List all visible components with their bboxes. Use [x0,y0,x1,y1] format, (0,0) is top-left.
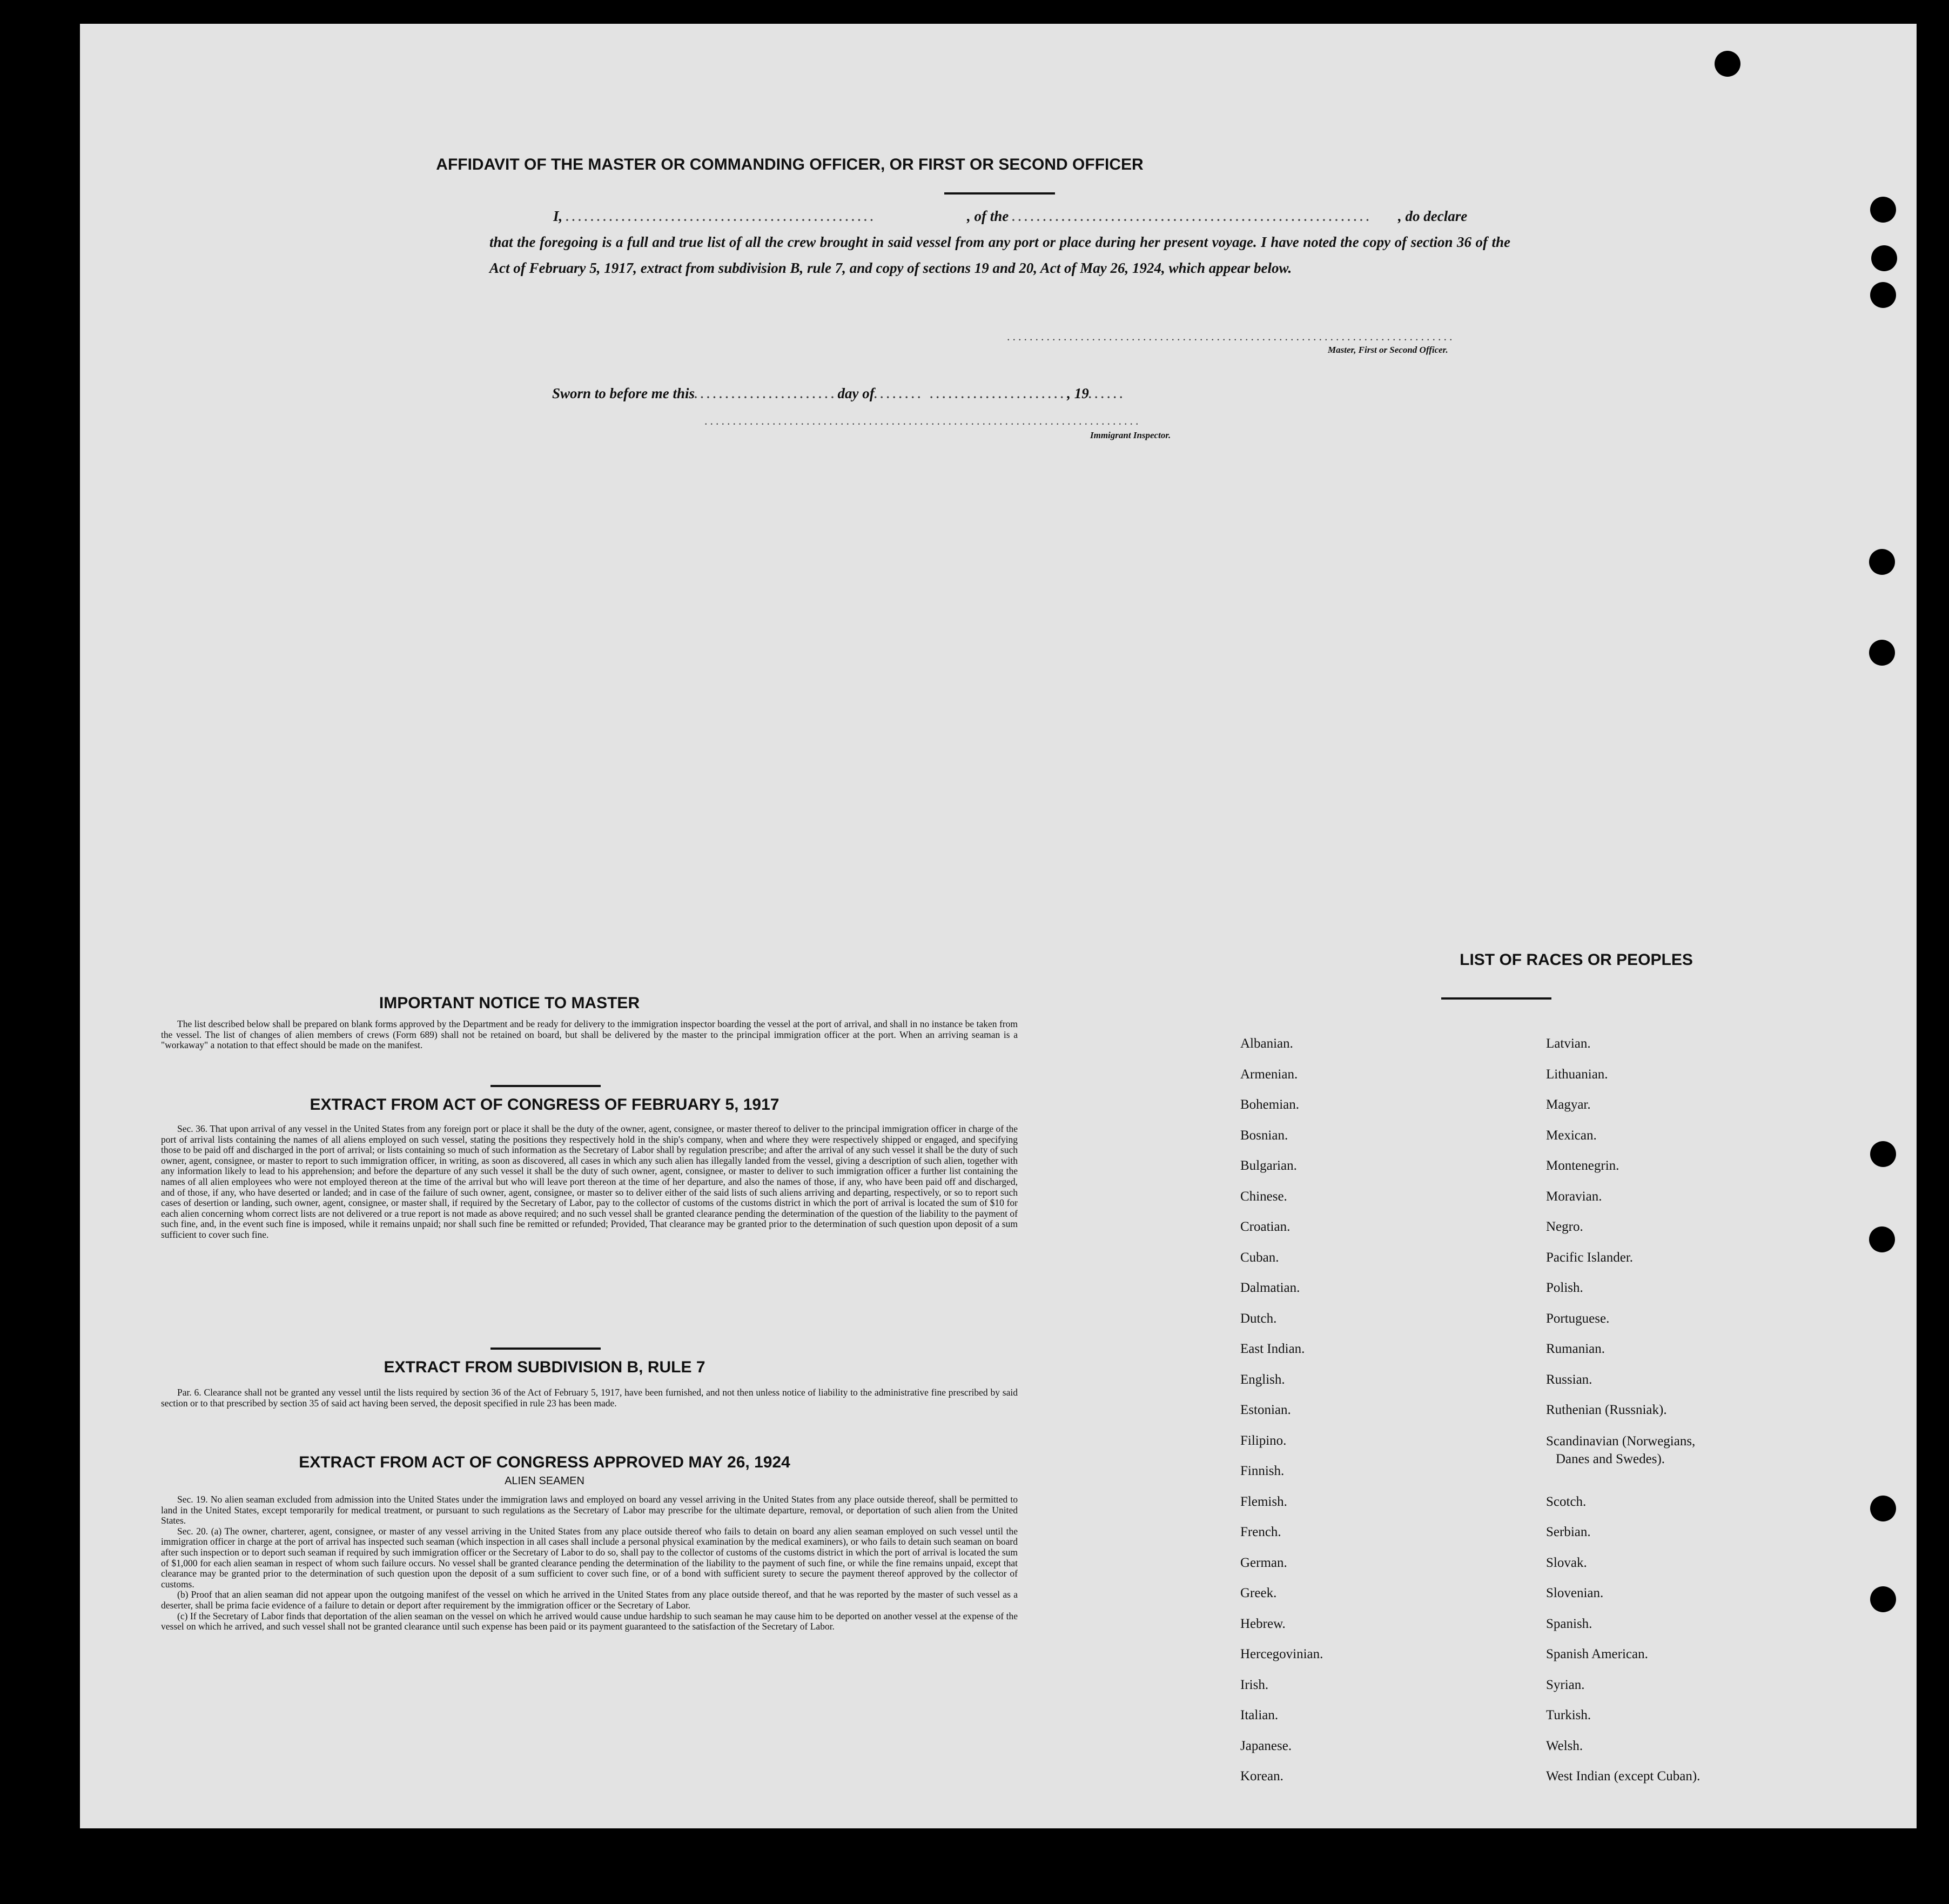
signature-line: ............................................................................... [1007,330,1455,343]
race-item: Spanish. [1546,1616,1592,1631]
race-item: German. [1240,1555,1287,1570]
races-title: LIST OF RACES OR PEOPLES [1460,951,1693,969]
inspector-signature-line: ............................................................................. [704,414,1141,427]
notice-paragraph: The list described below shall be prepared on blank forms approved by the Department and be ready for delivery to the immigration inspector boarding the vessel at the port of arrival, and shall in no instance be taken from the vessel. The list of changes of alien members of crews (Form 689) shall not be retained on board, but shall be delivered by the master to the principal immigration officer at the port. When an arriving seaman is a "workaway" a notation to that effect should be made on the manifest. [161,1018,1018,1051]
affidavit-title: AFFIDAVIT OF THE MASTER OR COMMANDING OFFICER, OR FIRST OR SECOND OFFICER [436,156,1144,173]
race-item: Lithuanian. [1546,1067,1608,1082]
race-item: Bosnian. [1240,1128,1288,1143]
punch-hole [1869,1226,1895,1252]
extract-1924-title: EXTRACT FROM ACT OF CONGRESS APPROVED MAY 26, 1924 [299,1453,790,1471]
race-item: West Indian (except Cuban). [1546,1769,1701,1784]
extract-1924-subtitle: ALIEN SEAMEN [505,1475,584,1487]
sec-20a-paragraph: Sec. 20. (a) The owner, charterer, agent, consignee, or master of any vessel arriving in the United States from any place outside thereof who fails to detain on board any alien seaman employed on such vessel until the immigration officer in charge at the port of arrival has inspected such seaman (which inspection in all cases shall include a personal physical examination by the medical examiners), or who fails to detain such seaman on board after such inspection or to deport such seaman if required by such immigration officer or the Secretary of Labor to do so, shall pay to the collector of customs of the customs district in which the port of arrival is located the sum of $1,000 for each alien seaman in respect of whom such failure occurs. No vessel shall be granted clearance pending the determination of the liability to the payment of such fine, or while the fine remains unpaid, except that clearance may be granted prior to the determination of such question upon the deposit of a sum sufficient to cover such fine, or of a bond with sufficient surety to secure the payment thereof approved by the collector of customs. [161,1525,1018,1590]
race-item: Syrian. [1546,1677,1585,1692]
notice-title: IMPORTANT NOTICE TO MASTER [379,994,640,1012]
fill-line: .................................................. [566,210,877,224]
race-item: Rumanian. [1546,1342,1605,1356]
extract-1924-text [161,1494,1018,1632]
race-item: Latvian. [1546,1036,1591,1051]
notice-text [161,1019,1018,1051]
master-caption: Master, First or Second Officer. [1328,345,1448,355]
race-item: Albanian. [1240,1036,1293,1051]
punch-hole [1871,245,1897,271]
race-item: Flemish. [1240,1494,1287,1509]
race-item: Bulgarian. [1240,1158,1297,1173]
race-item: Spanish American. [1546,1647,1648,1661]
race-item: Croatian. [1240,1219,1291,1234]
race-item-two-line [1546,1426,1827,1487]
race-item: Welsh. [1546,1738,1583,1753]
affidavit-line-i [553,203,877,230]
race-item: Scotch. [1546,1494,1587,1509]
sworn-year: , 19 [1067,385,1089,401]
race-item: Mexican. [1546,1128,1597,1143]
race-item: Greek. [1240,1586,1277,1600]
race-item: Pacific Islander. [1546,1250,1634,1265]
race-item: Chinese. [1240,1189,1287,1204]
race-item: Negro. [1546,1219,1583,1234]
subdivision-b-text [161,1387,1018,1409]
punch-hole [1870,1496,1896,1521]
race-item: Dutch. [1240,1311,1277,1326]
punch-hole [1870,1586,1896,1612]
races-left-column [1240,1029,1467,1792]
race-item: Italian. [1240,1708,1279,1722]
race-item: Armenian. [1240,1067,1298,1082]
race-item: East Indian. [1240,1342,1305,1356]
punch-hole [1715,51,1740,77]
race-item: Dalmatian. [1240,1280,1300,1295]
race-item: Slovak. [1546,1555,1587,1570]
race-item: Portuguese. [1546,1311,1610,1326]
sec-20c-paragraph: (c) If the Secretary of Labor finds that deportation of the alien seaman on the vessel on which he arrived would cause undue hardship to such seaman he may cause him to be deported on another vessel at the expense of the vessel on which he arrived, and such vessel shall not be granted clearance until such expense has been paid or its payment guaranteed to the satisfaction of the Secretary of Labor. [161,1610,1018,1632]
race-item: Magyar. [1546,1097,1591,1112]
race-item: Slovenian. [1546,1586,1604,1600]
punch-hole [1869,640,1895,666]
subdivision-b-title: EXTRACT FROM SUBDIVISION B, RULE 7 [384,1358,705,1376]
race-item: Japanese. [1240,1738,1292,1753]
race-item: Turkish. [1546,1708,1591,1722]
divider [490,1347,601,1350]
race-item: Russian. [1546,1372,1592,1387]
race-item-line: Scandinavian (Norwegians, [1546,1433,1696,1449]
affidavit-declare [1398,203,1467,229]
race-item: Moravian. [1546,1189,1602,1204]
punch-hole [1870,197,1896,223]
race-item: French. [1240,1525,1281,1539]
document-page [80,24,1917,1828]
section-36-paragraph: Sec. 36. That upon arrival of any vessel in the United States from any foreign port or place it shall be the duty of the owner, agent, consignee, or master thereof to deliver to the principal immigration officer in charge of the port of arrival lists containing the names of all aliens employed on such vessel, stating the positions they respectively hold in the ship's company, when and where they were respectively shipped or engaged, and specifying those to be paid off and discharged in the port of arrival; or lists containing so much of such information as the Secretary of Labor shall by regulation prescribe; and after the arrival of any such vessel it shall be the duty of such owner, agent, consignee, or master to report to such immigration officer, in writing, as soon as discovered, all cases in which any such alien has illegally landed from the vessel, giving a description of such alien, together with any information likely to lead to his apprehension; and before the departure of any such vessel it shall be the duty of such owner, agent, consignee, or master to deliver to such immigration officer a further list containing the names of all alien employees who were not employed thereon at the time of the arrival but who will leave port thereon at the time of her departure, and also the names of those, if any, who have been paid off and discharged, and of those, if any, who have deserted or landed; and in case of the failure of such owner, agent, consignee, or master so to deliver either of the said lists of such aliens arriving and departing, respectively, or so to report such cases of desertion or landing, such owner, agent, consignee, or master shall, if required by the Secretary of Labor, pay to the collector of customs of the customs district in which the port of arrival is located the sum of $10 for each alien concerning whom correct lists are not delivered or a true report is not made as above required; and no such vessel shall be granted clearance pending the determination of the question of the liability to the payment of such fine, and, in the event such fine is imposed, while it remains unpaid; nor shall such fine be remitted or refunded; Provided, That clearance may be granted prior to the determination of such question upon deposit of a sum sufficient to cover such fine. [161,1123,1018,1240]
race-item: Hebrew. [1240,1616,1286,1631]
fill-line: ........ ...................... [874,387,1067,401]
race-item: English. [1240,1372,1285,1387]
divider [490,1085,601,1087]
punch-hole [1870,1141,1896,1167]
punch-hole [1870,282,1896,308]
of-the-label: , of the [967,208,1009,224]
race-item: Ruthenian (Russniak). [1546,1403,1667,1417]
par-6-paragraph: Par. 6. Clearance shall not be granted any vessel until the lists required by section 36 of the Act of February 5, 1917, have been furnished, and not then unless notice of liability to the administrative fine prescribed by said section or to that prescribed by section 35 of said act having been served, the deposit specified in rule 23 has been made. [161,1387,1018,1409]
affidavit-i-label: I, [553,208,563,224]
fill-line: .......................................................... [1012,210,1373,224]
races-right-column [1546,1029,1827,1792]
divider [944,192,1055,195]
inspector-caption: Immigrant Inspector. [1090,430,1171,440]
declare-label: , do declare [1398,208,1468,224]
sworn-line [552,380,1126,407]
affidavit-of-the [967,203,1373,230]
fill-line: ....................... [695,387,838,401]
race-item-line: Danes and Swedes). [1556,1451,1665,1466]
divider [1441,997,1551,1000]
extract-1917-text [161,1124,1018,1241]
sworn-prefix: Sworn to before me this [552,385,695,401]
race-item: Finnish. [1240,1464,1285,1478]
race-item: Hercegovinian. [1240,1647,1323,1661]
race-item: Cuban. [1240,1250,1279,1265]
sworn-day: day of [837,385,875,401]
race-item: Serbian. [1546,1525,1591,1539]
affidavit-body: that the foregoing is a full and true list of all the crew brought in said vessel from any port or place during her present voyage. I have noted the copy of section 36 of the Act of February 5, 1917, extract from subdivision B, rule 7, and copy of sections 19 and 20, Act of May 26, 1924, which appear below. [489,234,1510,276]
race-item: Bohemian. [1240,1097,1300,1112]
punch-hole [1869,549,1895,575]
extract-1917-title: EXTRACT FROM ACT OF CONGRESS OF FEBRUARY 5, 1917 [310,1096,779,1114]
race-item: Polish. [1546,1280,1583,1295]
fill-line: ...... [1088,387,1126,401]
race-item: Montenegrin. [1546,1158,1619,1173]
race-item: Filipino. [1240,1433,1287,1448]
race-item: Korean. [1240,1769,1283,1784]
sec-19-paragraph: Sec. 19. No alien seaman excluded from admission into the United States under the immigration laws and employed on board any vessel arriving in the United States from any place outside thereof, shall be permitted to land in the United States, except temporarily for medical treatment, or pursuant to such regulations as the Secretary of Labor may prescribe for the ultimate departure, removal, or deportation of such alien from the United States. [161,1494,1018,1526]
race-item: Irish. [1240,1677,1269,1692]
sec-20b-paragraph: (b) Proof that an alien seaman did not appear upon the outgoing manifest of the vessel on which he arrived in the United States from any place outside thereof, and that he was reported by the master of such vessel as a deserter, shall be prima facie evidence of a failure to detain or deport after requirement by the immigration officer or the Secretary of Labor. [161,1589,1018,1611]
race-item: Estonian. [1240,1403,1291,1417]
